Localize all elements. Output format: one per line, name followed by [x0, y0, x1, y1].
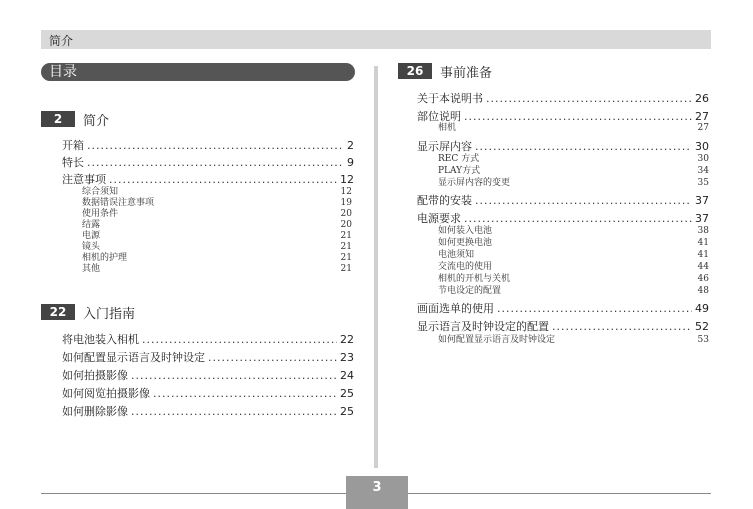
toc-entry[interactable]	[62, 332, 354, 348]
toc-subentry[interactable]	[438, 166, 709, 176]
column-divider	[374, 66, 378, 468]
toc-entry-page: 23	[340, 351, 354, 364]
toc-subentry-page: 34	[697, 166, 709, 176]
toc-subentry-label: PLAY方式	[438, 166, 481, 176]
toc-subentry-page: 35	[697, 178, 709, 188]
toc-entry-label: 关于本说明书	[417, 92, 483, 105]
toc-subentry-label: 使用条件	[82, 209, 119, 219]
toc-entry-label: 部位说明	[417, 110, 461, 123]
toc-entry-page: 52	[695, 320, 709, 333]
toc-entry-page: 37	[695, 194, 709, 207]
toc-subentry[interactable]	[438, 286, 709, 296]
toc-entry[interactable]	[62, 138, 354, 154]
header-title: 简介	[49, 34, 74, 48]
header-bar	[41, 30, 711, 49]
toc-subentry-page: 21	[340, 253, 352, 263]
toc-subentry[interactable]	[438, 238, 709, 248]
toc-subentry-page: 48	[697, 286, 709, 296]
toc-entry-page: 49	[695, 302, 709, 315]
toc-subentry-page: 53	[697, 335, 709, 345]
toc-subentry-label: 电池须知	[438, 250, 475, 260]
toc-entry-page: 25	[340, 405, 354, 418]
toc-entry-page: 30	[695, 140, 709, 153]
toc-subentry[interactable]	[438, 178, 709, 188]
toc-subentry[interactable]	[82, 209, 352, 219]
toc-entry[interactable]	[62, 368, 354, 384]
toc-subentry-label: 如何配置显示语言及时钟设定	[438, 335, 556, 345]
toc-entry-page: 25	[340, 387, 354, 400]
toc-entry[interactable]	[417, 301, 709, 317]
page-number: 3	[372, 480, 382, 495]
toc-subentry-page: 27	[697, 123, 709, 133]
toc-subentry-label: 相机	[438, 123, 457, 133]
toc-subentry-label: 交流电的使用	[438, 262, 493, 272]
toc-title-banner	[41, 63, 355, 81]
toc-entry-label: 显示语言及时钟设定的配置	[417, 320, 549, 333]
toc-subentry-page: 21	[340, 264, 352, 274]
toc-subentry-label: 如何更换电池	[438, 238, 493, 248]
toc-entry-page: 26	[695, 92, 709, 105]
toc-entry[interactable]	[417, 91, 709, 107]
toc-subentry[interactable]	[438, 274, 709, 284]
toc-subentry[interactable]	[82, 187, 352, 197]
toc-entry-label: 将电池装入相机	[62, 333, 139, 346]
toc-subentry[interactable]	[438, 123, 709, 133]
toc-subentry-label: 数据错误注意事项	[82, 198, 155, 208]
toc-subentry-label: 节电设定的配置	[438, 286, 502, 296]
toc-subentry-page: 30	[697, 154, 709, 164]
toc-entry-page: 27	[695, 110, 709, 123]
toc-subentry-page: 46	[697, 274, 709, 284]
toc-entry-page: 24	[340, 369, 354, 382]
toc-subentry-label: 综合须知	[82, 187, 119, 197]
toc-entry[interactable]	[417, 193, 709, 209]
toc-subentry-page: 12	[340, 187, 352, 197]
toc-entry[interactable]	[62, 404, 354, 420]
toc-subentry-page: 21	[340, 242, 352, 252]
section-number: 22	[41, 304, 75, 320]
toc-entry-label: 如何删除影像	[62, 405, 128, 418]
toc-subentry-page: 41	[697, 250, 709, 260]
toc-subentry[interactable]	[438, 250, 709, 260]
toc-subentry-label: 其他	[82, 264, 101, 274]
section-title: 简介	[83, 114, 110, 129]
toc-entry-page: 12	[340, 173, 354, 186]
toc-entry[interactable]	[417, 319, 709, 335]
section-title: 事前准备	[440, 66, 493, 81]
toc-subentry-label: 相机的开机与关机	[438, 274, 511, 284]
toc-entry-label: 配带的安装	[417, 194, 472, 207]
toc-subentry-label: REC 方式	[438, 154, 480, 164]
toc-entry-label: 如何拍摄影像	[62, 369, 128, 382]
toc-subentry[interactable]	[438, 226, 709, 236]
toc-entry-page: 22	[340, 333, 354, 346]
toc-entry[interactable]	[417, 139, 709, 155]
page-number-box	[346, 476, 408, 509]
toc-entry-label: 如何配置显示语言及时钟设定	[62, 351, 205, 364]
toc-subentry[interactable]	[82, 231, 352, 241]
toc-entry-page: 37	[695, 212, 709, 225]
toc-subentry-label: 相机的护理	[82, 253, 128, 263]
toc-subentry-page: 20	[340, 220, 352, 230]
toc-subentry-label: 如何装入电池	[438, 226, 493, 236]
toc-subentry[interactable]	[82, 242, 352, 252]
toc-subentry-page: 41	[697, 238, 709, 248]
toc-subentry-page: 44	[697, 262, 709, 272]
section-number: 26	[398, 63, 432, 79]
toc-entry-label: 电源要求	[417, 212, 461, 225]
toc-entry-label: 如何阅览拍摄影像	[62, 387, 150, 400]
toc-entry-label: 注意事项	[62, 173, 106, 186]
toc-subentry-label: 结露	[82, 220, 101, 230]
toc-subentry-label: 显示屏内容的变更	[438, 178, 511, 188]
toc-subentry[interactable]	[82, 253, 352, 263]
toc-subentry-page: 38	[697, 226, 709, 236]
toc-entry-label: 画面选单的使用	[417, 302, 494, 315]
toc-subentry[interactable]	[438, 154, 709, 164]
toc-title: 目录	[49, 64, 77, 80]
toc-entry[interactable]	[417, 211, 709, 227]
toc-entry-label: 特长	[62, 156, 84, 169]
toc-entry-label: 显示屏内容	[417, 140, 472, 153]
toc-subentry[interactable]	[82, 198, 352, 208]
toc-subentry[interactable]	[438, 335, 709, 345]
toc-subentry-label: 电源	[82, 231, 101, 241]
toc-subentry[interactable]	[82, 220, 352, 230]
toc-entry[interactable]	[62, 172, 354, 188]
section-number: 2	[41, 111, 75, 127]
toc-subentry-label: 镜头	[82, 242, 101, 252]
toc-entry-label: 开箱	[62, 139, 84, 152]
toc-entry[interactable]	[62, 155, 354, 171]
toc-subentry-page: 19	[340, 198, 352, 208]
toc-entry[interactable]	[62, 386, 354, 402]
toc-entry[interactable]	[62, 350, 354, 366]
toc-subentry[interactable]	[438, 262, 709, 272]
toc-subentry-page: 20	[340, 209, 352, 219]
toc-entry-page: 2	[347, 139, 354, 152]
section-title: 入门指南	[83, 307, 136, 322]
toc-subentry[interactable]	[82, 264, 352, 274]
toc-entry-page: 9	[347, 156, 354, 169]
toc-subentry-page: 21	[340, 231, 352, 241]
